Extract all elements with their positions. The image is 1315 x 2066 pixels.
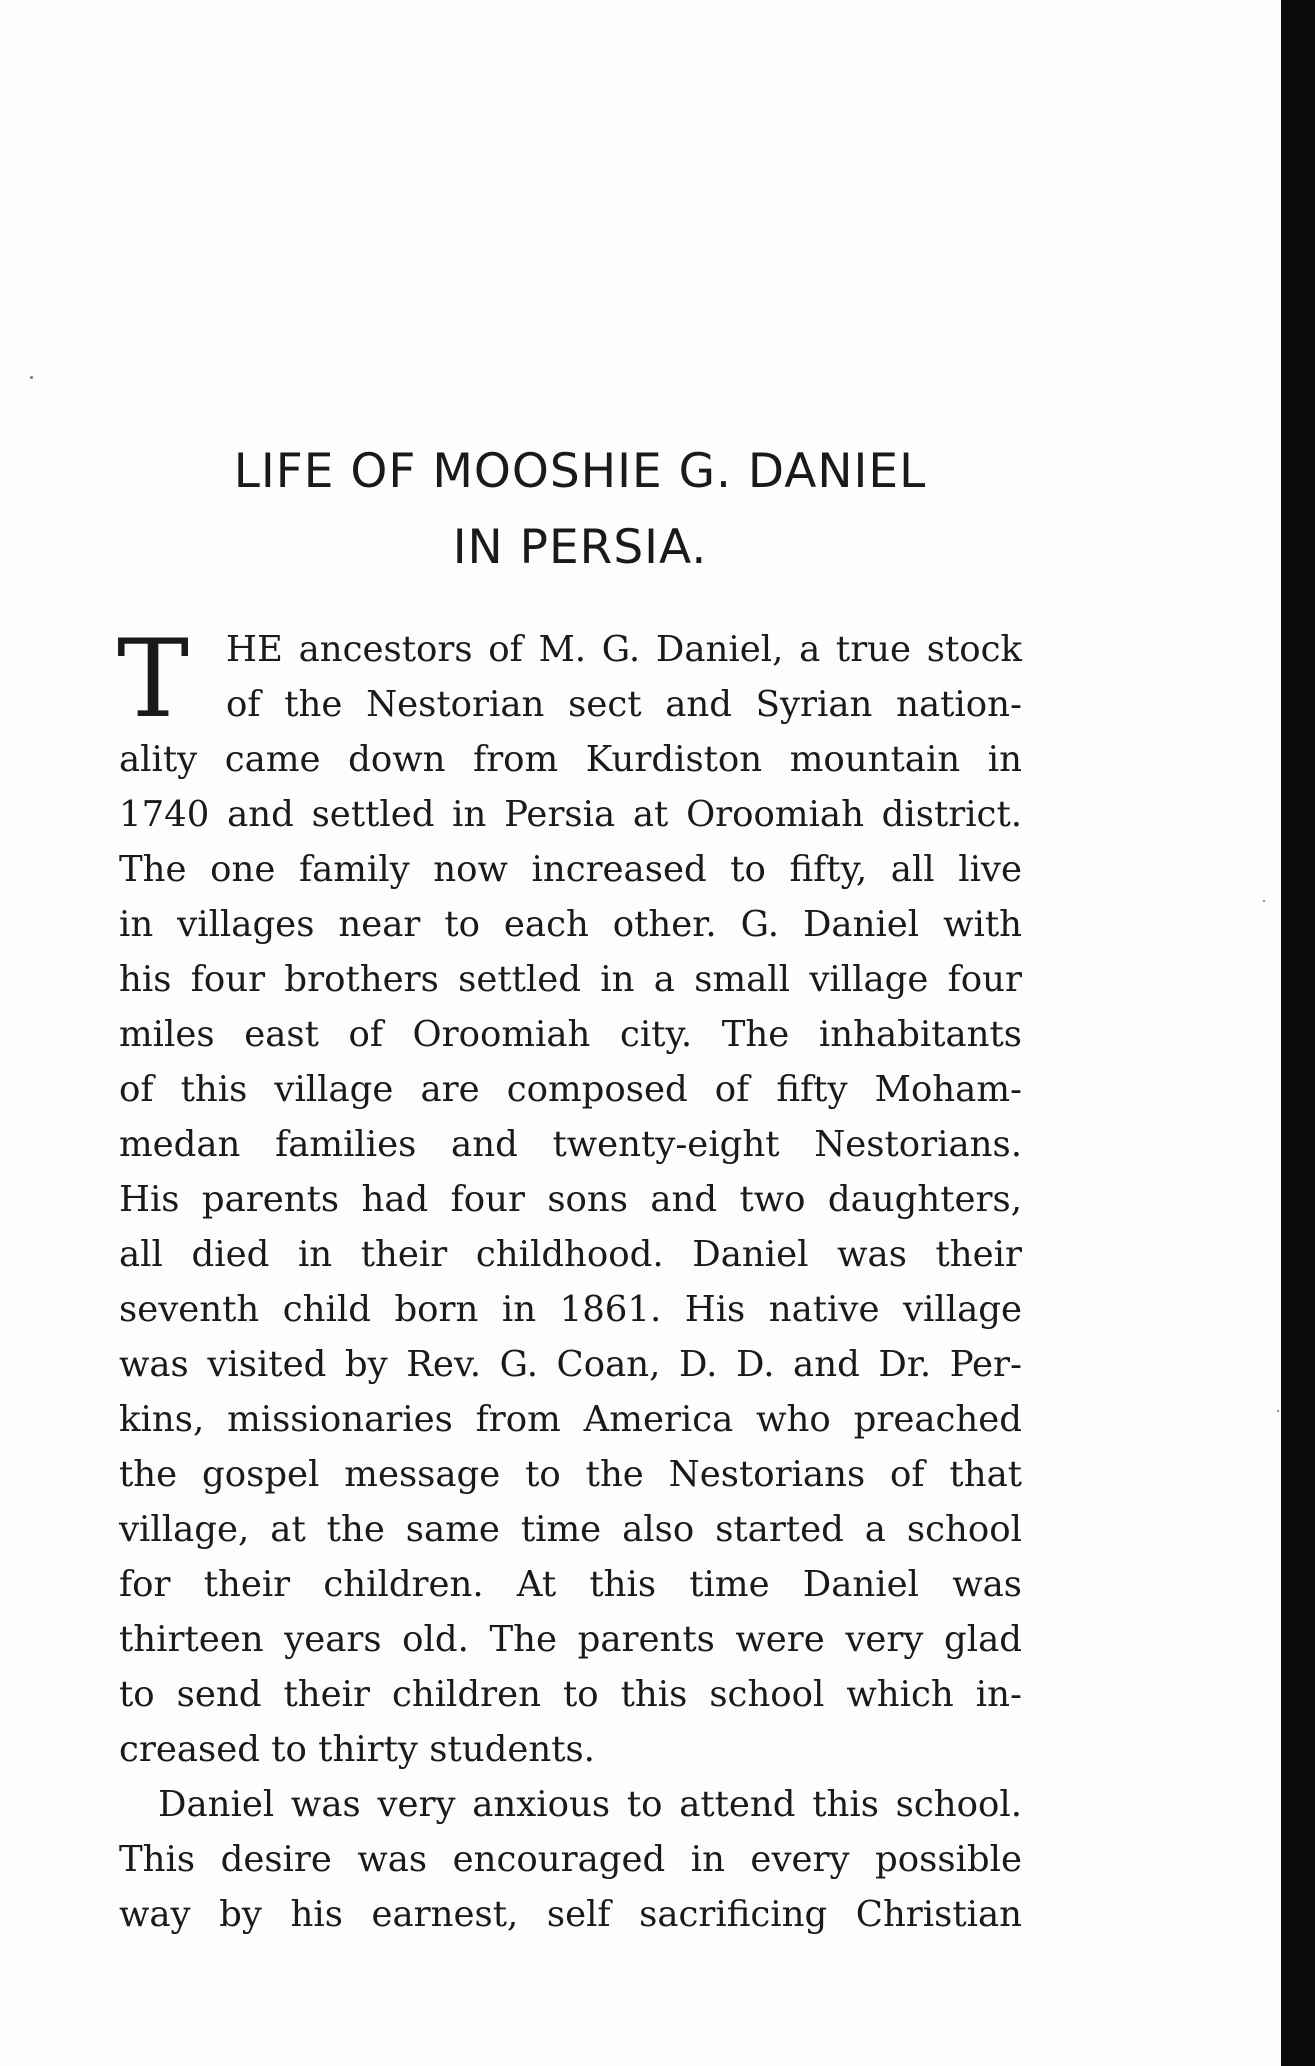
page-title-line-2: IN PERSIA. xyxy=(452,520,708,575)
text-line-8: miles east of Oroomiah city. The inhabitants xyxy=(119,1014,1022,1055)
text-line-15: kins, missionaries from America who preached xyxy=(119,1399,1022,1440)
text-line-14: was visited by Rev. G. Coan, D. D. and Dr. Per- xyxy=(119,1344,1022,1385)
text-line-12: all died in their childhood. Daniel was their xyxy=(119,1234,1022,1275)
text-line-1: HE ancestors of M. G. Daniel, a true stock xyxy=(226,629,1022,670)
drop-cap: T xyxy=(117,617,190,742)
text-line-10: medan families and twenty-eight Nestorians. xyxy=(119,1124,1022,1165)
text-line-20: to send their children to this school which in- xyxy=(119,1674,1022,1715)
page-title-line-1: LIFE OF MOOSHIE G. DANIEL xyxy=(233,444,927,499)
text-line-18: for their children. At this time Daniel was xyxy=(119,1564,1022,1605)
text-line-16: the gospel message to the Nestorians of that xyxy=(119,1454,1022,1495)
scan-speck xyxy=(30,376,33,379)
text-line-21: creased to thirty students. xyxy=(119,1729,595,1770)
text-line-17: village, at the same time also started a school xyxy=(119,1509,1022,1550)
text-line-6: in villages near to each other. G. Daniel with xyxy=(119,904,1022,945)
text-line-9: of this village are composed of fifty Moham- xyxy=(119,1069,1022,1110)
text-line-19: thirteen years old. The parents were very glad xyxy=(119,1619,1022,1660)
text-line-23: This desire was encouraged in every possible xyxy=(119,1839,1022,1880)
text-line-4: 1740 and settled in Persia at Oroomiah district. xyxy=(119,794,1022,835)
text-line-13: seventh child born in 1861. His native village xyxy=(119,1289,1022,1330)
text-line-24: way by his earnest, self sacrificing Christian xyxy=(119,1894,1022,1935)
text-line-11: His parents had four sons and two daughters, xyxy=(119,1179,1022,1220)
text-line-7: his four brothers settled in a small village four xyxy=(119,959,1022,1000)
text-line-3: ality came down from Kurdiston mountain in xyxy=(119,739,1022,780)
scan-speck xyxy=(1277,1410,1279,1412)
text-line-22: Daniel was very anxious to attend this school. xyxy=(158,1784,1022,1825)
scan-speck xyxy=(1263,900,1265,902)
scan-edge-shadow xyxy=(1281,0,1315,2066)
text-line-5: The one family now increased to fifty, all live xyxy=(119,849,1022,890)
text-line-2: of the Nestorian sect and Syrian nation- xyxy=(226,684,1022,725)
